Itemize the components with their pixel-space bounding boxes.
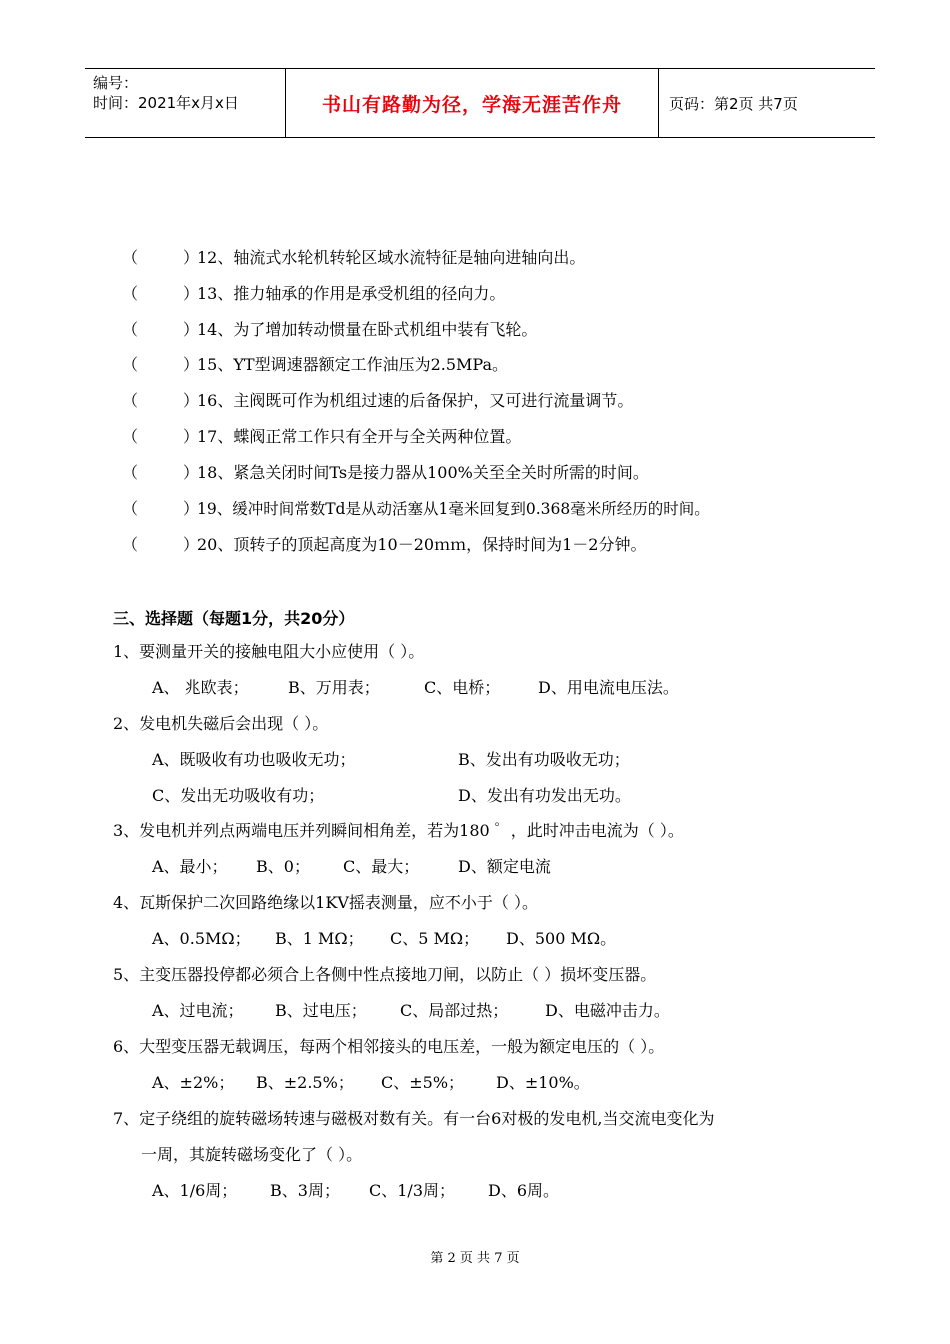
option-4a: A、0.5MΩ； — [152, 929, 251, 948]
option-4d: D、500 MΩ。 — [506, 929, 617, 948]
page-footer: 第 2 页 共 7 页 — [430, 1251, 520, 1266]
option-3c: C、最大； — [343, 857, 420, 876]
option-2b: B、发出有功吸收无功； — [458, 750, 630, 769]
option-5a: A、过电流； — [152, 1001, 244, 1020]
option-1b: B、万用表； — [288, 678, 380, 697]
option-3d: D、额定电流 — [458, 857, 551, 876]
header-table — [85, 68, 875, 138]
option-1d: D、用电流电压法。 — [538, 678, 679, 697]
option-5b: B、过电压； — [275, 1001, 367, 1020]
option-6b: B、±2.5%； — [256, 1073, 354, 1092]
question-6: 6、大型变压器无载调压，每两个相邻接头的电压差，一般为额定电压的（ ）。 — [113, 1037, 665, 1056]
option-6d: D、±10%。 — [496, 1073, 590, 1092]
option-6a: A、±2%； — [152, 1073, 235, 1092]
page-label: 页码：第2页 共7页 — [669, 94, 798, 113]
number-label: 编号： — [93, 74, 139, 92]
option-3a: A、最小； — [152, 857, 228, 876]
option-5d: D、电磁冲击力。 — [545, 1001, 670, 1020]
question-4: 4、瓦斯保护二次回路绝缘以1KV摇表测量，应不小于（ ）。 — [113, 893, 538, 912]
question-5: 5、主变压器投停都必须合上各侧中性点接地刀闸，以防止（ ）损坏变压器。 — [113, 965, 657, 984]
option-7d: D、6周。 — [488, 1181, 560, 1200]
option-5c: C、局部过热； — [400, 1001, 509, 1020]
question-7-cont: 一周，其旋转磁场变化了（ ）。 — [141, 1145, 363, 1164]
option-1c: C、电桥； — [424, 678, 501, 697]
option-2a: A、既吸收有功也吸收无功； — [152, 750, 356, 769]
option-3b: B、0； — [256, 857, 310, 876]
section-title: 三、选择题（每题1分，共20分） — [113, 609, 355, 628]
option-7b: B、3周； — [270, 1181, 340, 1200]
option-4b: B、1 MΩ； — [275, 929, 364, 948]
option-4c: C、5 MΩ； — [390, 929, 480, 948]
question-7: 7、定子绕组的旋转磁场转速与磁极对数有关。有一台6对极的发电机,当交流电变化为 — [113, 1109, 715, 1128]
option-7c: C、1/3周； — [369, 1181, 455, 1200]
question-2: 2、发电机失磁后会出现（ ）。 — [113, 714, 329, 733]
option-1a: A、 兆欧表； — [152, 678, 249, 697]
time-label: 时间：2021年x月x日 — [93, 94, 239, 112]
question-1: 1、要测量开关的接触电阻大小应使用（ ）。 — [113, 642, 425, 661]
option-7a: A、1/6周； — [152, 1181, 238, 1200]
option-6c: C、±5%； — [381, 1073, 465, 1092]
header-info-cell — [85, 69, 285, 137]
question-3: 3、发电机并列点两端电压并列瞬间相角差，若为180 ゜，此时冲击电流为（ ）。 — [113, 821, 684, 840]
motto: 书山有路勤为径，学海无涯苦作舟 — [285, 69, 659, 137]
option-2d: D、发出有功发出无功。 — [458, 786, 631, 805]
option-2c: C、发出无功吸收有功； — [152, 786, 325, 805]
